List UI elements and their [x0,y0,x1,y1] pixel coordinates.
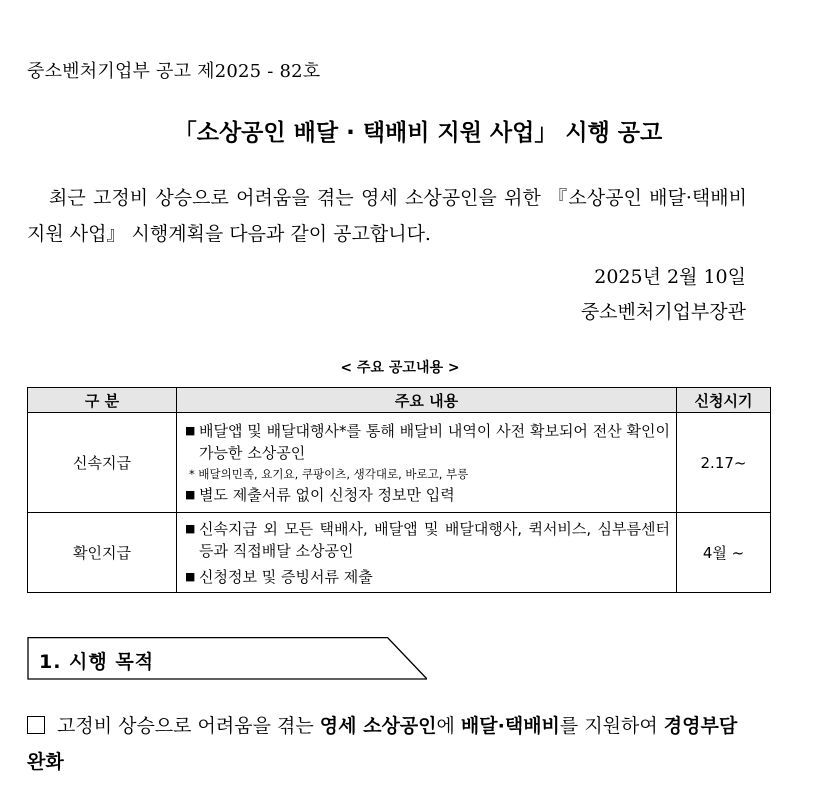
purpose-bold: 영세 소상공인 [319,715,437,737]
list-item [185,518,670,562]
bullet-text: 배달앱 및 배달대행사*를 통해 배달비 내역이 사전 확보되어 전산 확인이 가능한 소상공인 [199,422,670,462]
square-bullet-icon: ■ [185,522,196,535]
purpose-text: 에 [436,715,461,737]
list-item [185,566,670,588]
header-content: 주요 내용 [177,388,677,413]
row-period: 4월 ~ [677,513,771,593]
section-heading [27,637,427,680]
bullet-text: 신청정보 및 증빙서류 제출 [199,568,373,586]
intro-paragraph: 최근 고정비 상승으로 어려움을 겪는 영세 소상공인을 위한 『소상공인 배달·택배비 지원 사업』 시행계획을 다음과 같이 공고합니다. [27,187,747,245]
table-caption: < 주요 공고내용 > [340,360,460,376]
table-row [28,513,771,593]
issuing-organization: 중소벤처기업부장관 [580,301,746,323]
row-content [177,513,677,593]
table-row [28,413,771,513]
notice-number: 중소벤처기업부 공고 제2025 - 82호 [27,61,321,82]
table-header-row [28,388,771,413]
bullet-text: 별도 제출서류 없이 신청자 정보만 입력 [199,486,455,504]
square-bullet-icon: ■ [185,570,196,583]
row-category: 신속지급 [28,413,177,513]
row-period: 2.17~ [677,413,771,513]
header-period: 신청시기 [677,388,771,413]
header-category: 구 분 [28,388,177,413]
square-bullet-icon: ■ [185,424,196,437]
purpose-bold: 경영부담 완화 [27,715,738,773]
document-title: 「소상공인 배달 · 택배비 지원 사업」 시행 공고 [173,120,663,146]
bullet-text: 신속지급 외 모든 택배사, 배달앱 및 배달대행사, 퀵서비스, 심부름센터 등과 직접배달 소상공인 [199,520,670,560]
footnote: * 배달의민족, 요기요, 쿠팡이츠, 생각대로, 바로고, 부릉 [189,467,469,481]
section-heading-label: 1. 시행 목적 [39,651,155,673]
purpose-item [27,708,752,780]
summary-table [27,387,771,593]
list-item [185,484,670,506]
row-content [177,413,677,513]
list-item [185,420,670,464]
square-bullet-icon: ■ [185,488,196,501]
purpose-bold: 배달·택배비 [460,715,560,737]
row-category: 확인지급 [28,513,177,593]
purpose-text: 를 지원하여 [559,715,664,737]
purpose-text: 고정비 상승으로 어려움을 겪는 [57,715,320,737]
notice-date: 2025년 2월 10일 [594,266,746,288]
checkbox-square-icon [27,716,45,734]
